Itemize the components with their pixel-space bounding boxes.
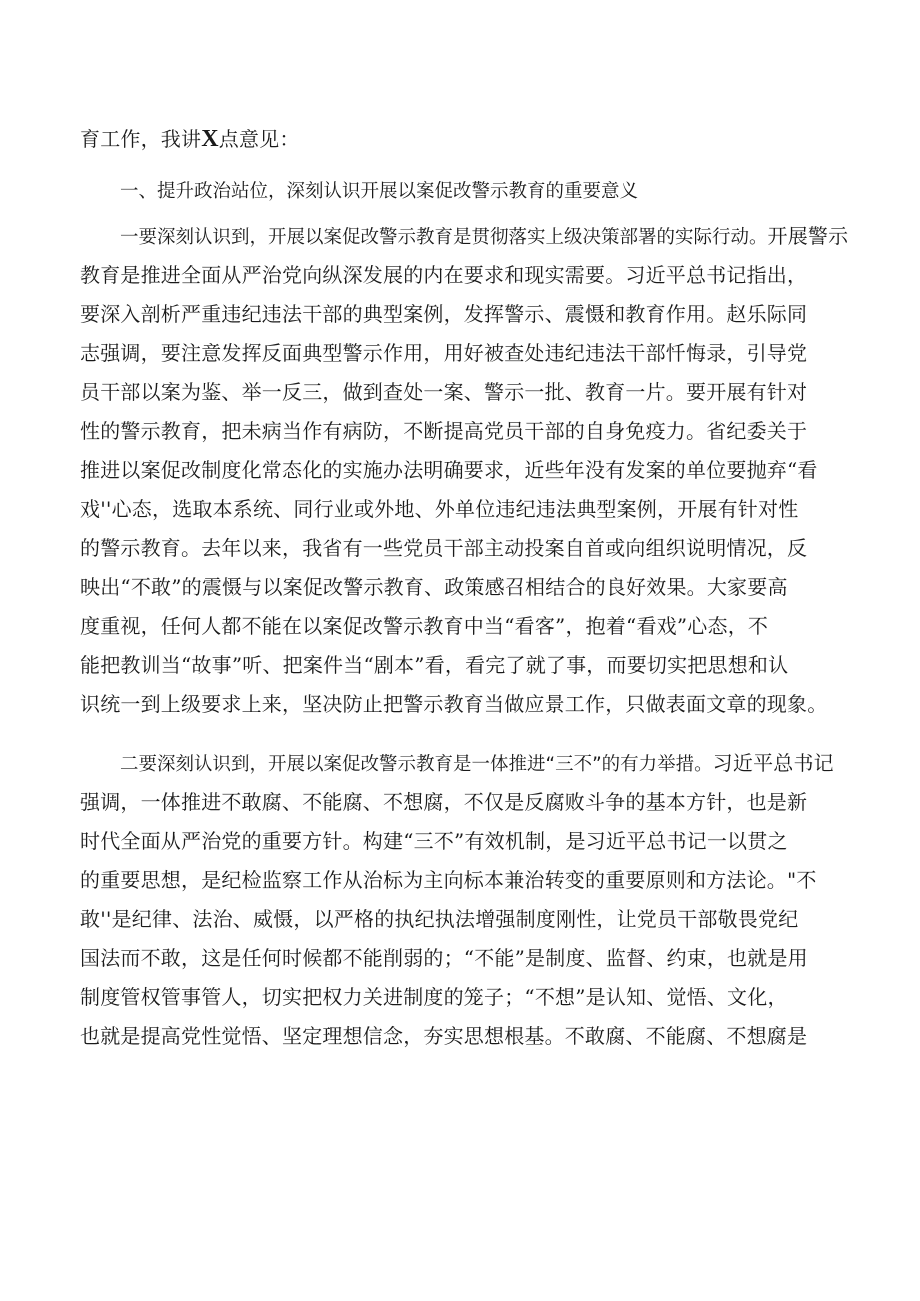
text-line: 映出“不敢”的震慑与以案促改警示教育、政策感召相结合的良好效果。大家要高	[80, 575, 788, 599]
intro-line	[80, 120, 880, 159]
paragraph-1-body	[80, 256, 880, 724]
paragraph-2-lead-tail: 习近平总书记	[712, 751, 834, 775]
paragraph-2-lead-line	[80, 744, 880, 783]
text-line: 员干部以案为鉴、举一反三，做到查处一案、警示一批、教育一片。要开展有针对	[80, 380, 808, 404]
paragraph-2-lead: 二要深刻认识到，开展以案促改警示教育是一体推进“三不”的有力举措。	[120, 754, 713, 775]
text-line: 强调，一体推进不敢腐、不能腐、不想腐，不仅是反腐败斗争的基本方针，也是新	[80, 790, 808, 814]
text-line: 识统一到上级要求上来，坚决防止把警示教育当做应景工作，只做表面文章的现象。	[80, 692, 828, 716]
text-line: 制度管权管事管人，切实把权力关进制度的笼子；“不想”是认知、觉悟、文化，	[80, 985, 788, 1009]
text-line: 推进以案促改制度化常态化的实施办法明确要求，近些年没有发案的单位要抛弃“看	[80, 458, 818, 482]
text-line: 国法而不敢，这是任何时候都不能削弱的；“不能”是制度、监督、约束，也就是用	[80, 946, 808, 970]
text-line: 教育是推进全面从严治党向纵深发展的内在要求和现实需要。习近平总书记指出，	[80, 263, 808, 287]
text-line: 时代全面从严治党的重要方针。构建“三不”有效机制，是习近平总书记一以贯之	[80, 829, 788, 853]
section-heading-1: 一、提升政治站位，深刻认识开展以案促改警示教育的重要意义	[120, 181, 639, 202]
text-line: 志强调，要注意发挥反面典型警示作用，用好被查处违纪违法干部忏悔录，引导党	[80, 341, 808, 365]
paragraph-1-lead-tail: 开展警示	[767, 224, 849, 248]
paragraph-1-lead-line	[80, 217, 880, 256]
intro-bold-x: X	[201, 126, 219, 152]
text-line: 戏''心态，选取本系统、同行业或外地、外单位违纪违法典型案例，开展有针对性	[80, 497, 799, 521]
text-line: 的重要思想，是纪检监察工作从治标为主向标本兼治转变的重要原则和方法论。"不	[80, 868, 817, 892]
text-line: 的警示教育。去年以来，我省有一些党员干部主动投案自首或向组织说明情况，反	[80, 536, 808, 560]
text-line: 能把教训当“故事”听、把案件当“剧本”看，看完了就了事，而要切实把思想和认	[80, 653, 789, 677]
document-page	[80, 120, 880, 1056]
paragraph-2-body	[80, 783, 880, 1056]
text-line: 度重视，任何人都不能在以案促改警示教育中当“看客”，抱着“看戏”心态，不	[80, 614, 769, 638]
intro-text-after: 点意见：	[218, 127, 300, 151]
text-line: 性的警示教育，把未病当作有病防，不断提高党员干部的自身免疫力。省纪委关于	[80, 419, 808, 443]
text-line: 要深入剖析严重违纪违法干部的典型案例，发挥警示、震慑和教育作用。赵乐际同	[80, 302, 808, 326]
intro-text: 育工作，我讲	[80, 127, 202, 151]
text-line: 也就是提高党性觉悟、坚定理想信念，夯实思想根基。不敢腐、不能腐、不想腐是	[80, 1024, 808, 1048]
text-line: 敢''是纪律、法治、威慑，以严格的执纪执法增强制度刚性，让党员干部敬畏党纪	[80, 907, 799, 931]
paragraph-1-lead: 一要深刻认识到，开展以案促改警示教育是贯彻落实上级决策部署的实际行动。	[120, 227, 768, 248]
